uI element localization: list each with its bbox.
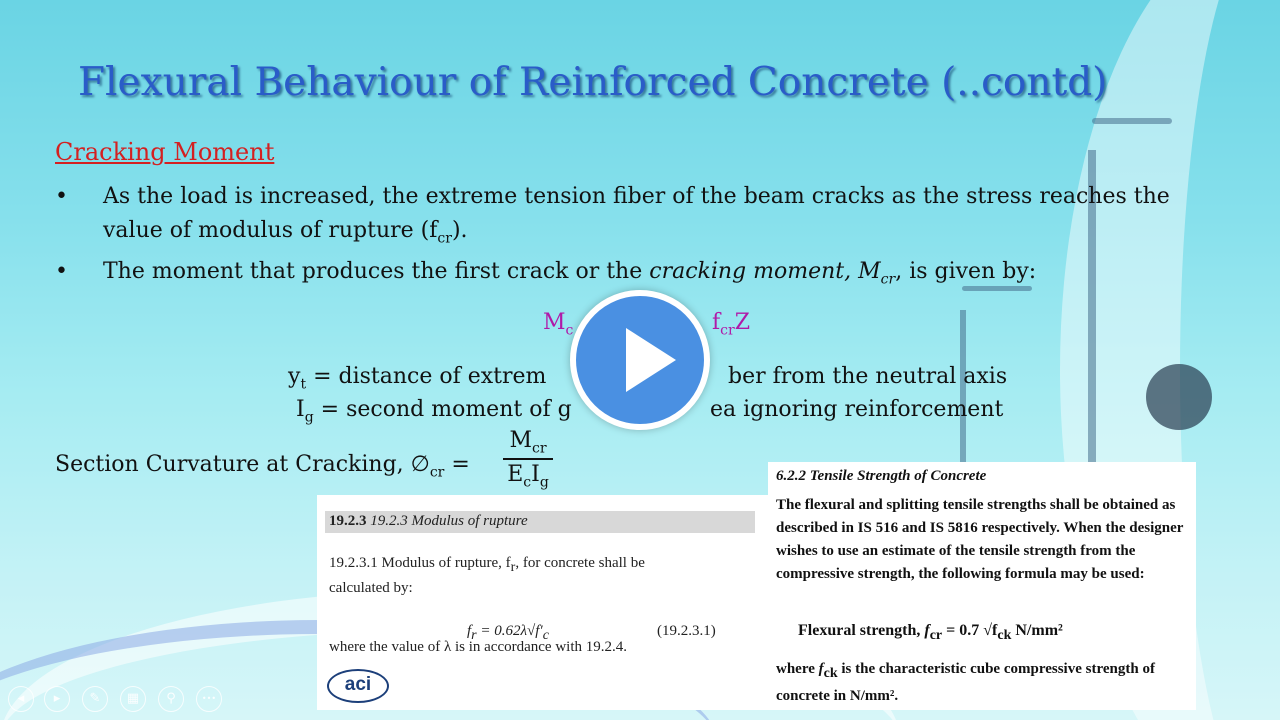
definition-text: = second moment of g [313,397,572,422]
subscript: ck [823,666,838,681]
curvature-label [55,452,470,480]
play-icon [626,328,676,392]
bullet-text [103,255,1253,296]
subscript: cr [929,628,943,644]
subscript: c [523,474,532,491]
bullet-italic: cracking moment, M [649,259,881,284]
subscript: c [542,628,549,643]
aci-code-excerpt [317,495,770,710]
aci-line: calculated by: [329,580,413,596]
subscript: cr [531,440,547,457]
bullet-text [103,180,1253,255]
subscript: r [510,560,516,575]
definition-text: = distance of extrem [306,364,547,389]
subscript: cr [429,464,445,481]
cracking-moment-equation-left [543,310,573,338]
aci-text: 19.2.3.1 Modulus of rupture, f [329,555,511,571]
bullet-text-part: The moment that produces the first crack or the [103,259,650,284]
pen-icon[interactable]: ✎ [82,686,108,712]
formula-text: = 0.7 √f [942,622,998,639]
bullet-point [55,180,1275,250]
subscript: cr [720,322,735,339]
is-heading: 6.2.2 Tensile Strength of Concrete [776,468,987,484]
bullet-line: As the load is increased, the extreme tension fiber of the beam cracks as the stress reaches the [103,184,1170,209]
aci-heading-text: 19.2.3 Modulus of rupture [370,513,528,529]
symbol: M [509,428,532,453]
curvature-text: Section Curvature at Cracking, ∅ [55,452,430,477]
formula-label: Flexural strength, [798,622,925,639]
aci-line [329,553,757,578]
subscript: cr [880,271,896,288]
section-heading: Cracking Moment [55,138,275,166]
bullet-text-part: value of modulus of rupture (f [103,218,438,243]
fraction-bar [503,458,553,460]
definition-yt-tail: ber from the neutral axis [728,364,1008,389]
definition-yt [288,364,546,392]
subscript: r [471,628,477,643]
subscript: t [300,376,307,393]
bullet-point [55,255,1275,291]
is-code-excerpt [768,462,1196,710]
aci-logo: aci [327,669,389,703]
is-text: is the characteristic cube compressive strength of concrete in N/mm². [776,661,1155,704]
aci-equation-ref: (19.2.3.1) [657,623,716,639]
is-text: where [776,661,819,677]
subscript: cr [437,230,452,247]
curvature-fraction [503,428,553,491]
symbol: y [288,364,301,389]
bullet-line [103,214,1253,255]
aci-body [329,553,757,599]
aci-where-text: where the value of λ is in accordance with 19.2.4. [329,639,628,655]
symbol: I [531,462,540,488]
symbol: f [467,623,472,639]
slide-title: Flexural Behaviour of Reinforced Concrete (..contd) [78,60,1108,105]
formula-text: = 0.62λ√f′ [476,623,543,639]
bullet-dot: • [55,184,68,209]
symbol: I [296,397,305,422]
equation-term: f [712,310,721,335]
bullet-dot: • [55,259,68,284]
equals-sign: = [444,452,470,477]
previous-slide-icon[interactable]: ◂ [8,686,34,712]
equation-term: Z [734,310,750,335]
slides-grid-icon[interactable]: ▦ [120,686,146,712]
fraction-denominator [503,462,553,490]
is-where-text [776,658,1190,707]
street-lamp-arm [1092,118,1172,124]
fraction-numerator [503,428,553,456]
next-slide-icon[interactable]: ▸ [44,686,70,712]
symbol: E [507,462,524,488]
symbol: f [818,661,824,677]
zoom-icon[interactable]: ⚲ [158,686,184,712]
symbol: f [924,622,930,639]
is-formula [798,622,1063,644]
video-play-button[interactable] [570,290,710,430]
definition-ig [296,397,572,425]
subscript: ck [997,628,1012,644]
equation-term: M [543,310,566,335]
road-sign [1146,364,1212,430]
subscript: g [539,474,549,491]
cracking-moment-equation-right [712,310,750,338]
bullet-text-part: ). [451,218,468,243]
subscript: c [565,322,574,339]
more-options-icon[interactable]: ••• [196,686,222,712]
formula-unit: N/mm² [1011,622,1063,639]
bullet-text-part: , is given by: [895,259,1037,284]
is-body: The flexural and splitting tensile strengths shall be obtained as described in IS 516 and IS 5816 respectively. When the designer wishes to use an estimate of the tensile strength from the compressive strength, the following formula may be used: [776,497,1184,582]
definition-ig-tail: ea ignoring reinforcement [710,397,1004,422]
aci-heading: 19.2.3 19.2.3 Modulus of rupture [325,511,755,533]
aci-text: , for concrete shall be [515,555,645,571]
subscript: g [304,409,314,426]
